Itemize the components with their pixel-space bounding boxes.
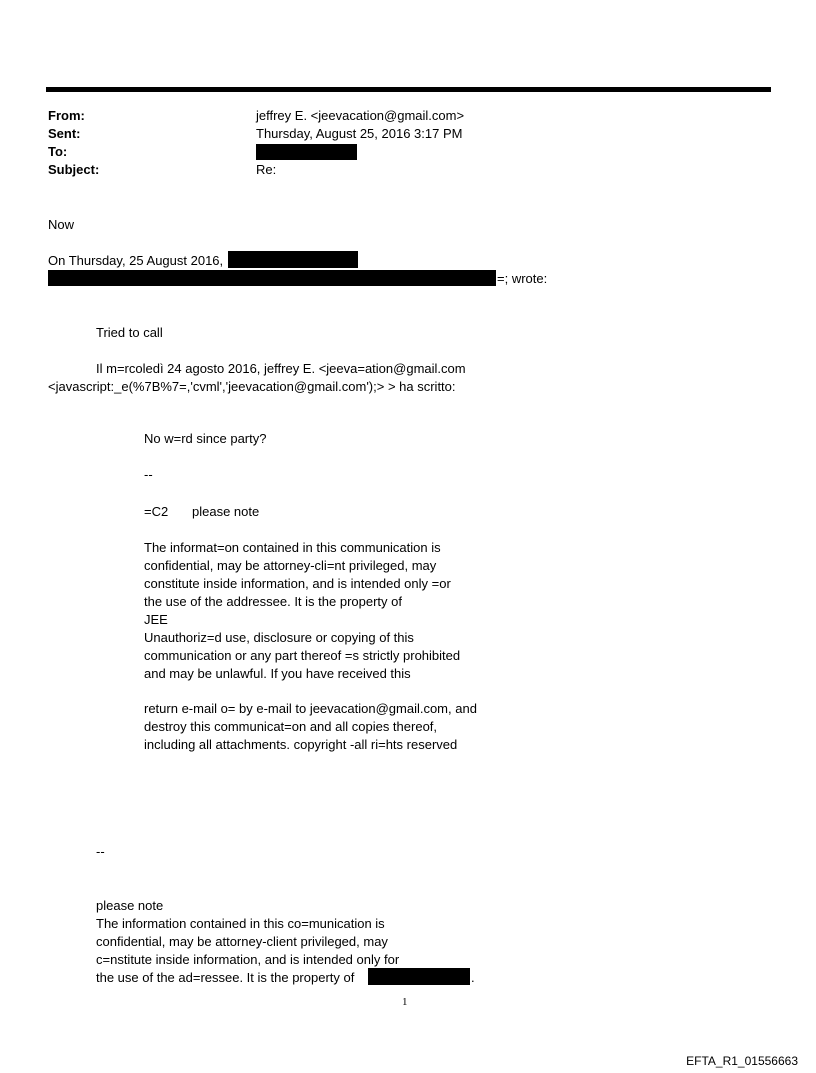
disclaimer-line: including all attachments. copyright -all ri=hts reserved <box>144 737 458 752</box>
disclaimer-line: The information contained in this co=munication is <box>96 916 385 931</box>
header-rule <box>46 87 771 92</box>
sender-redaction-1 <box>228 251 358 268</box>
signature-dash-2: -- <box>96 844 105 859</box>
sent-value: Thursday, August 25, 2016 3:17 PM <box>256 126 463 141</box>
c2-text: =C2 <box>144 504 169 519</box>
quoted-header-line2: <javascript:_e(%7B%7=,'cvml','jeevacation@gmail.com');> > ha scritto: <box>48 379 456 394</box>
subject-label: Subject: <box>48 162 100 177</box>
disclaimer-line: communication or any part thereof =s strictly prohibited <box>144 648 461 663</box>
tried-to-call: Tried to call <box>96 325 163 340</box>
from-value: jeffrey E. <jeevacation@gmail.com> <box>256 108 465 123</box>
page-number: 1 <box>402 996 408 1008</box>
disclaimer-line: confidential, may be attorney-cli=nt privileged, may <box>144 558 437 573</box>
disclaimer-line: c=nstitute inside information, and is intended only for <box>96 952 400 967</box>
quoted-header-line1: Il m=rcoledì 24 agosto 2016, jeffrey E. <jeeva=ation@gmail.com <box>96 361 466 376</box>
disclaimer-line: The informat=on contained in this communication is <box>144 540 441 555</box>
sender-redaction-2 <box>48 270 496 286</box>
disclaimer-line: the use of the addressee. It is the property of <box>144 594 402 609</box>
disclaimer-line: confidential, may be attorney-client privileged, may <box>96 934 388 949</box>
disclaimer-line: Unauthoriz=d use, disclosure or copying of this <box>144 630 414 645</box>
last-period: . <box>471 970 475 985</box>
on-line: On Thursday, 25 August 2016, <box>48 253 224 268</box>
from-label: From: <box>48 108 85 123</box>
disclaimer-line: and may be unlawful. If you have received this <box>144 666 411 681</box>
disclaimer-line: return e-mail o= by e-mail to jeevacation@gmail.com, and <box>144 701 477 716</box>
signature-dash-1: -- <box>144 467 153 482</box>
disclaimer-line: JEE <box>144 612 168 627</box>
to-label: To: <box>48 144 68 159</box>
please-note-1: please note <box>192 504 260 519</box>
document-id: EFTA_R1_01556663 <box>686 1054 798 1068</box>
property-owner-redaction <box>368 968 470 985</box>
disclaimer-block-1 <box>144 539 460 683</box>
no-word-text: No w=rd since party? <box>144 431 267 446</box>
last-disclaimer-line: the use of the ad=ressee. It is the property of <box>96 970 355 985</box>
please-note-2: please note <box>96 898 164 913</box>
now-text: Now <box>48 217 75 232</box>
to-redaction <box>256 144 357 160</box>
disclaimer-block-3 <box>96 915 399 969</box>
subject-value: Re: <box>256 162 277 177</box>
disclaimer-line: constitute inside information, and is intended only =or <box>144 576 451 591</box>
disclaimer-line: destroy this communicat=on and all copies thereof, <box>144 719 438 734</box>
sent-label: Sent: <box>48 126 81 141</box>
wrote-suffix: =; wrote: <box>497 271 548 286</box>
disclaimer-block-2 <box>144 700 477 754</box>
